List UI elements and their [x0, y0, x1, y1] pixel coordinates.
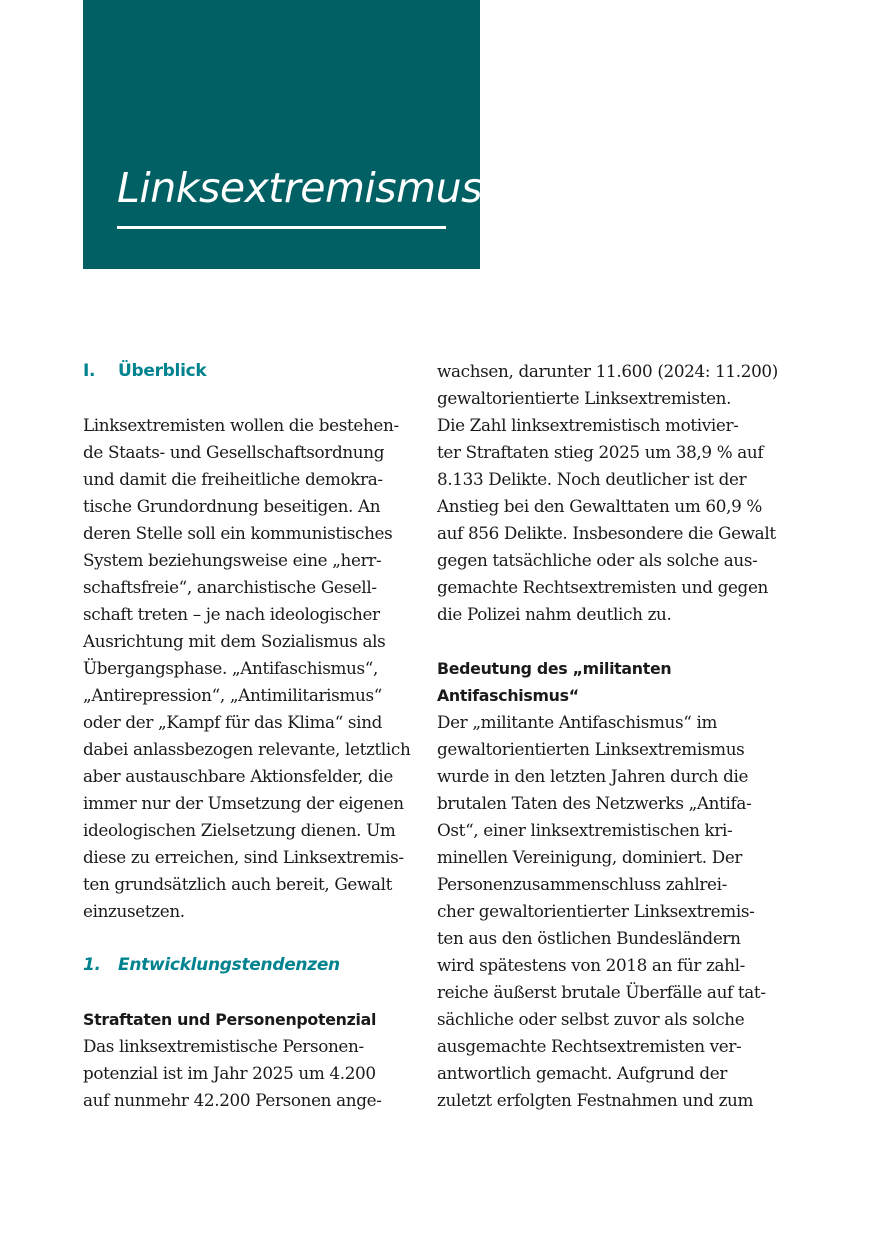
text-line: deren Stelle soll ein kommunistisches	[83, 523, 393, 543]
text-line: System beziehungsweise eine „herr-	[83, 550, 382, 570]
text-line: schaft treten – je nach ideologischer	[83, 604, 380, 624]
text-line: oder der „Kampf für das Klima“ sind	[83, 712, 383, 732]
text-line: ten grundsätzlich auch bereit, Gewalt	[83, 874, 393, 894]
text-line: Übergangsphase. „Antifaschismus“,	[83, 658, 378, 678]
text-line: Ausrichtung mit dem Sozialismus als	[83, 631, 386, 651]
text-line: einzusetzen.	[83, 901, 185, 921]
antifa-paragraph	[437, 709, 766, 1114]
text-line: sächliche oder selbst zuvor als solche	[437, 1009, 745, 1029]
right-column	[437, 358, 778, 1114]
section-number: I.	[83, 361, 96, 381]
text-line: schaftsfreie“, anarchistische Gesell-	[83, 577, 377, 597]
text-line: gewaltorientierten Linksextremismus	[437, 739, 745, 759]
chapter-title: Linksextremismus	[117, 164, 482, 212]
text-line: brutalen Taten des Netzwerks „Antifa-	[437, 793, 752, 813]
section-title: Überblick	[118, 361, 207, 381]
subsection-heading-crimes: Straftaten und Personenpotenzial	[83, 1010, 377, 1029]
text-line: wird spätestens von 2018 an für zahl-	[437, 955, 745, 975]
text-line: Personenzusammenschluss zahlrei-	[437, 874, 727, 894]
section-number: 1.	[83, 955, 101, 975]
text-line: gewaltorientierte Linksextremisten.	[437, 388, 732, 408]
subsection-heading-antifa	[437, 655, 757, 709]
text-line: aber austauschbare Aktionsfelder, die	[83, 766, 393, 786]
text-line: gemachte Rechtsextremisten und gegen	[437, 577, 768, 597]
section-heading-overview	[83, 358, 401, 385]
text-line: diese zu erreichen, sind Linksextremis-	[83, 847, 404, 867]
left-column	[83, 358, 411, 1114]
text-line: Bedeutung des „militanten	[437, 659, 672, 678]
text-line: ideologischen Zielsetzung dienen. Um	[83, 820, 396, 840]
text-line: zuletzt erfolgten Festnahmen und zum	[437, 1090, 754, 1110]
text-line: immer nur der Umsetzung der eigenen	[83, 793, 404, 813]
text-line: Das linksextremistische Personen-	[83, 1036, 364, 1056]
section-heading-trends	[83, 952, 401, 979]
text-line: und damit die freiheitliche demokra-	[83, 469, 383, 489]
text-line: wachsen, darunter 11.600 (2024: 11.200)	[437, 361, 778, 381]
chapter-banner	[83, 0, 480, 269]
text-line: ausgemachte Rechtsextremisten ver-	[437, 1036, 742, 1056]
text-line: 8.133 Delikte. Noch deutlicher ist der	[437, 469, 747, 489]
crimes-paragraph-start	[83, 1033, 401, 1114]
section-title: Entwicklungstendenzen	[118, 955, 340, 975]
text-line: Antifaschismus“	[437, 686, 579, 705]
crimes-paragraph-continued	[437, 358, 778, 628]
text-line: dabei anlassbezogen relevante, letztlich	[83, 739, 411, 759]
text-line: antwortlich gemacht. Aufgrund der	[437, 1063, 728, 1083]
text-line: Die Zahl linksextremistisch motivier-	[437, 415, 739, 435]
text-line: minellen Vereinigung, dominiert. Der	[437, 847, 743, 867]
text-line: auf nunmehr 42.200 Personen ange-	[83, 1090, 382, 1110]
text-line: Anstieg bei den Gewalttaten um 60,9 %	[437, 496, 762, 516]
overview-paragraph	[83, 412, 411, 925]
text-line: reiche äußerst brutale Überfälle auf tat-	[437, 982, 766, 1002]
text-line: Der „militante Antifaschismus“ im	[437, 712, 718, 732]
chapter-title-rule	[117, 226, 446, 229]
text-line: ten aus den östlichen Bundesländern	[437, 928, 741, 948]
text-line: potenzial ist im Jahr 2025 um 4.200	[83, 1063, 376, 1083]
text-line: auf 856 Delikte. Insbesondere die Gewalt	[437, 523, 776, 543]
text-line: „Antirepression“, „Antimilitarismus“	[83, 685, 382, 705]
text-line: die Polizei nahm deutlich zu.	[437, 604, 672, 624]
text-line: de Staats- und Gesellschaftsordnung	[83, 442, 385, 462]
text-line: tische Grundordnung beseitigen. An	[83, 496, 381, 516]
text-line: cher gewaltorientierter Linksextremis-	[437, 901, 755, 921]
text-line: ter Straftaten stieg 2025 um 38,9 % auf	[437, 442, 764, 462]
text-line: wurde in den letzten Jahren durch die	[437, 766, 749, 786]
text-line: Linksextremisten wollen die bestehen-	[83, 415, 399, 435]
text-line: gegen tatsächliche oder als solche aus-	[437, 550, 758, 570]
text-line: Ost“, einer linksextremistischen kri-	[437, 820, 733, 840]
